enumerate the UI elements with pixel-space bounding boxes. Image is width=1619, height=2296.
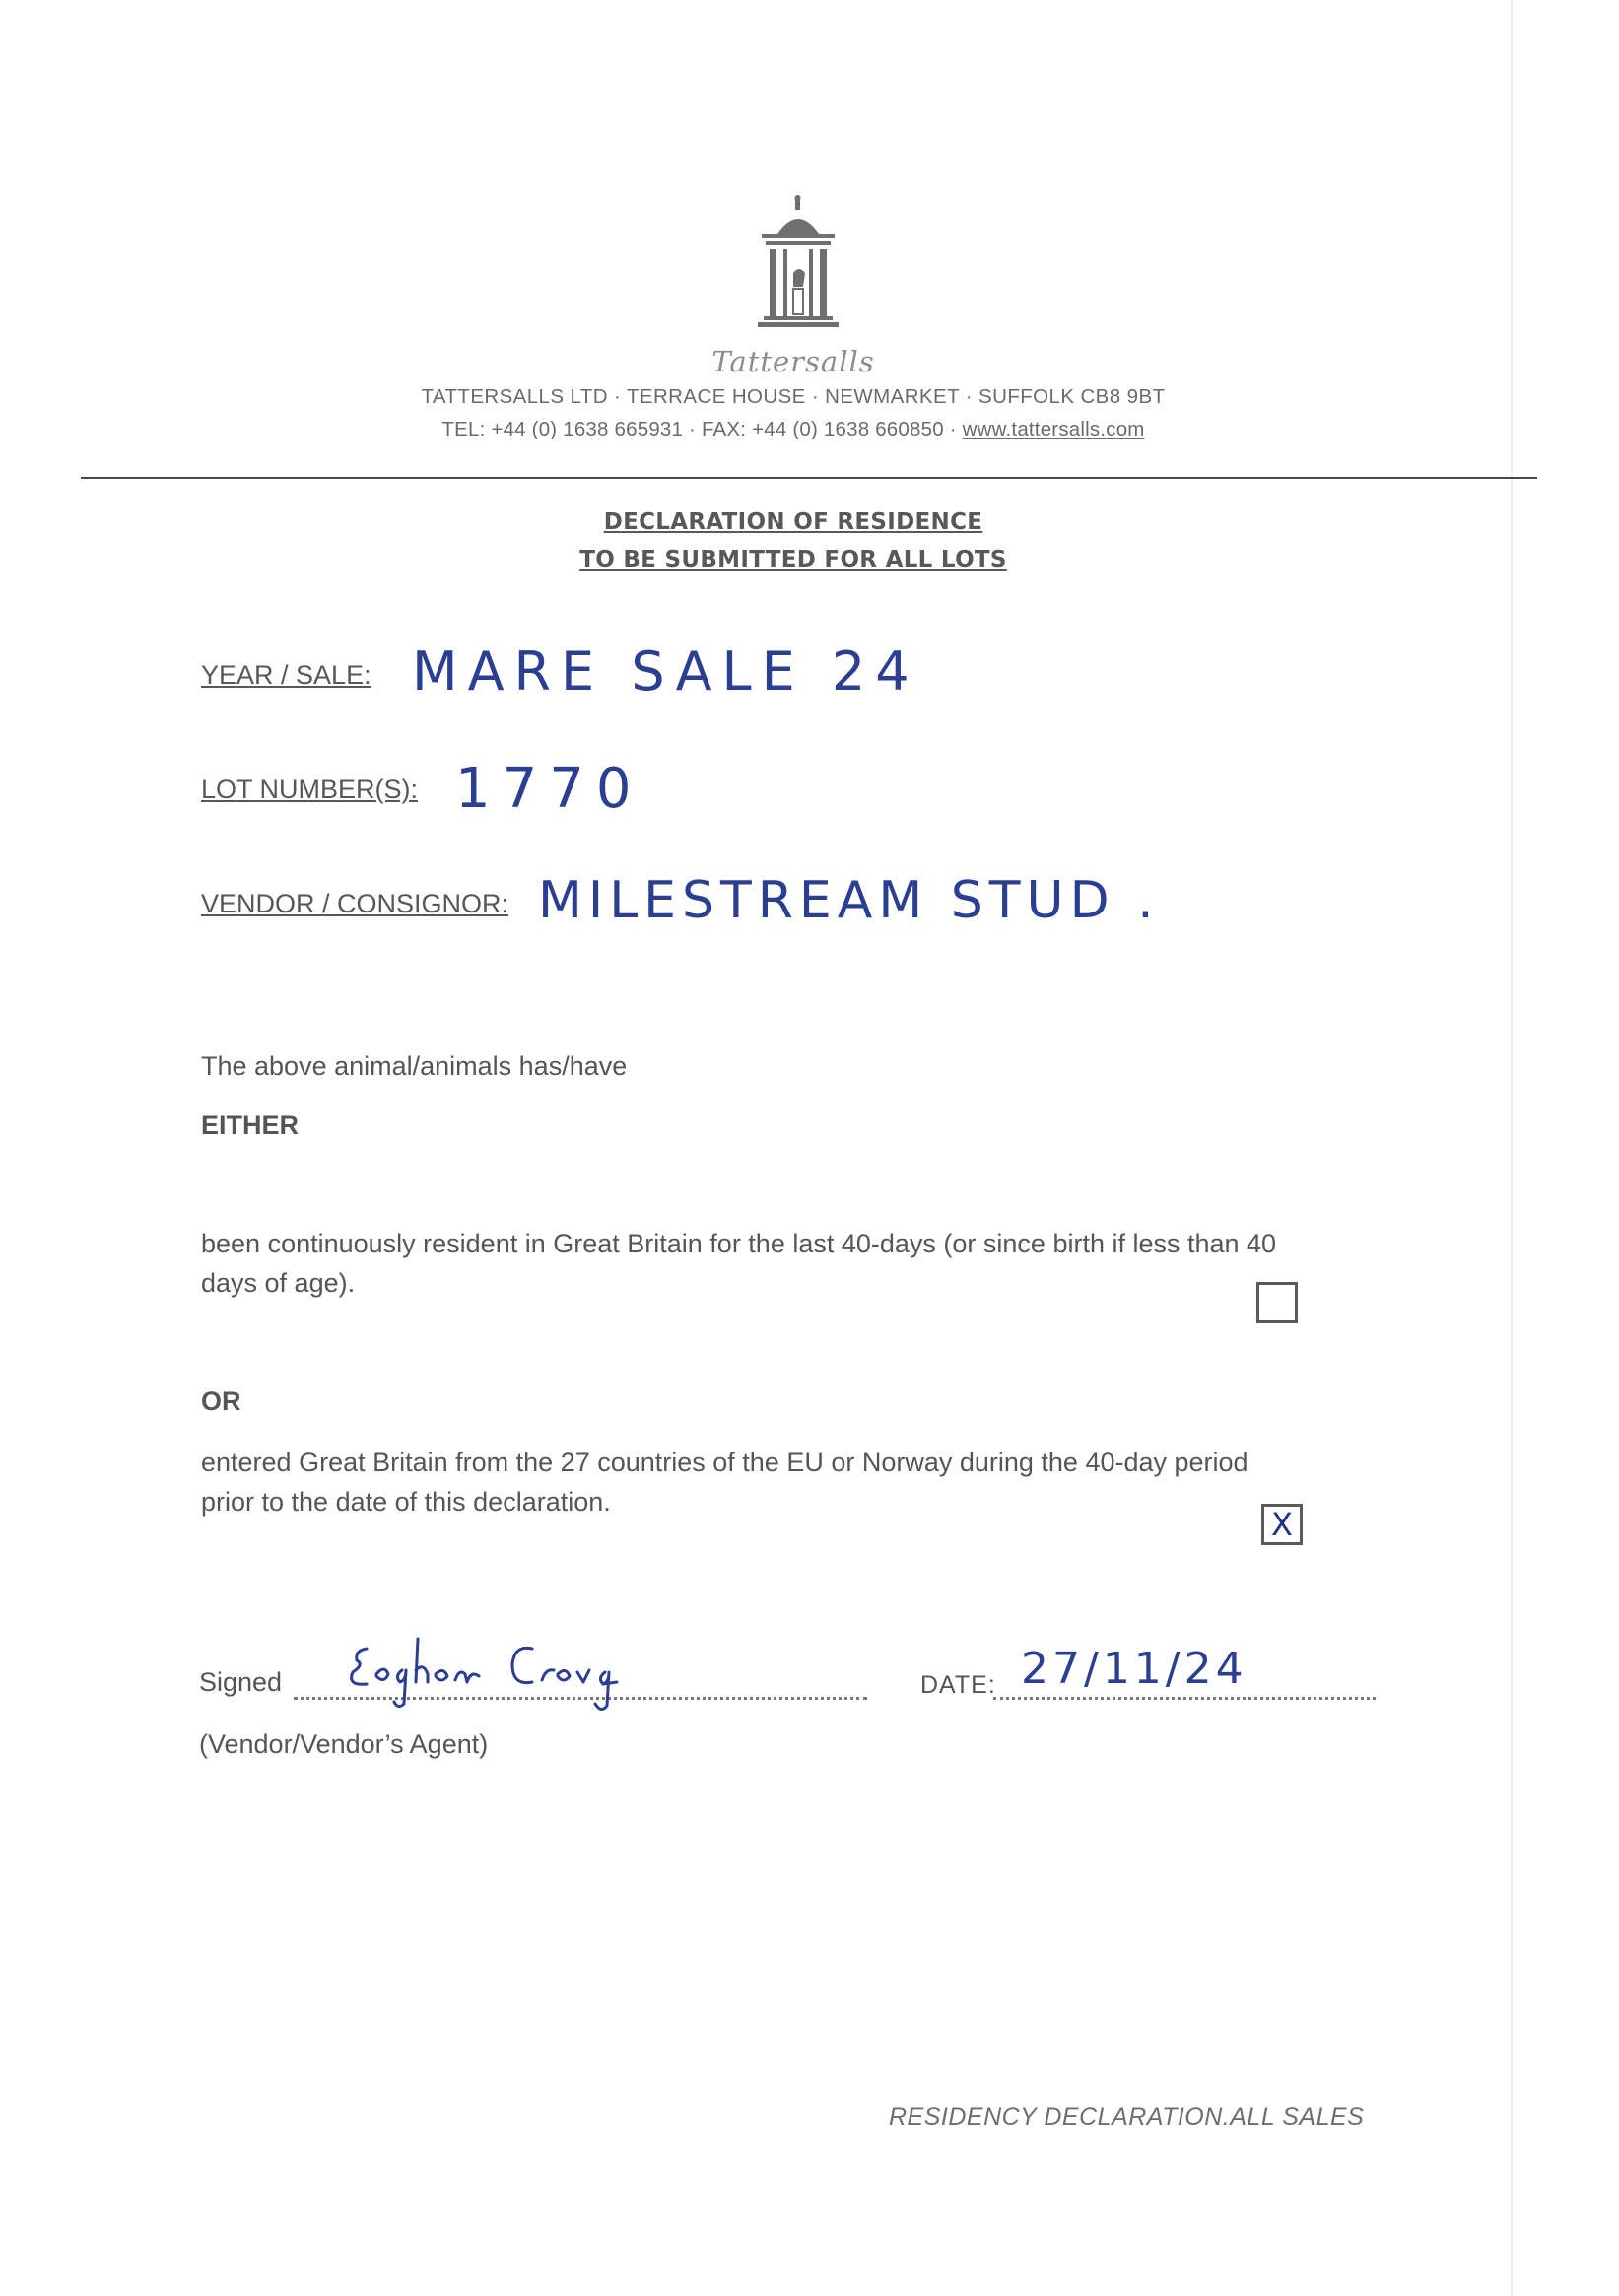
footer-reference: RESIDENCY DECLARATION.ALL SALES [889, 2103, 1365, 2130]
company-address: TATTERSALLS LTD · TERRACE HOUSE · NEWMARKET · SUFFOLK CB8 9BT [421, 385, 1166, 408]
option-entered-line-2: prior to the date of this declaration. [201, 1487, 611, 1517]
declaration-intro: The above animal/animals has/have [201, 1051, 628, 1081]
vendor-consignor-label: VENDOR / CONSIGNOR: [201, 889, 509, 918]
brand-wordmark: Tattersalls [711, 345, 875, 378]
handwritten-signature[interactable] [345, 1631, 621, 1720]
option-entered-checkbox[interactable] [1261, 1504, 1303, 1545]
date-label: DATE: [920, 1671, 996, 1699]
lot-number-label: LOT NUMBER(S): [201, 775, 419, 804]
or-label: OR [201, 1386, 241, 1416]
lot-number-value[interactable]: 1770 [455, 757, 643, 821]
header-divider [81, 477, 1537, 479]
temple-rotunda-icon [744, 192, 852, 350]
either-label: EITHER [201, 1111, 300, 1140]
option-resident-line-1: been continuously resident in Great Britain for the last 40-days (or since birth if less than 40 [201, 1229, 1277, 1258]
document-title: DECLARATION OF RESIDENCE [603, 509, 983, 535]
phone-fax-text: TEL: +44 (0) 1638 665931 · FAX: +44 (0) 1638 660850 · [441, 418, 963, 440]
date-line [993, 1697, 1376, 1700]
signer-role: (Vendor/Vendor’s Agent) [199, 1729, 489, 1759]
option-entered-line-1: entered Great Britain from the 27 countries of the EU or Norway during the 40-day period [201, 1448, 1248, 1477]
option-resident-line-2: days of age). [201, 1268, 356, 1298]
website-link[interactable]: www.tattersalls.com [962, 418, 1145, 440]
option-resident-checkbox[interactable] [1256, 1282, 1298, 1323]
check-mark-icon: X [1271, 1506, 1293, 1543]
year-sale-value[interactable]: MARE SALE 24 [412, 641, 919, 703]
contact-line [0, 418, 1586, 441]
document-subtitle: TO BE SUBMITTED FOR ALL LOTS [579, 547, 1007, 573]
vendor-consignor-value[interactable]: MILESTREAM STUD . [538, 871, 1160, 930]
signed-label: Signed [199, 1667, 283, 1697]
year-sale-label: YEAR / SALE: [201, 660, 371, 690]
date-value[interactable]: 27/11/24 [1021, 1644, 1248, 1694]
